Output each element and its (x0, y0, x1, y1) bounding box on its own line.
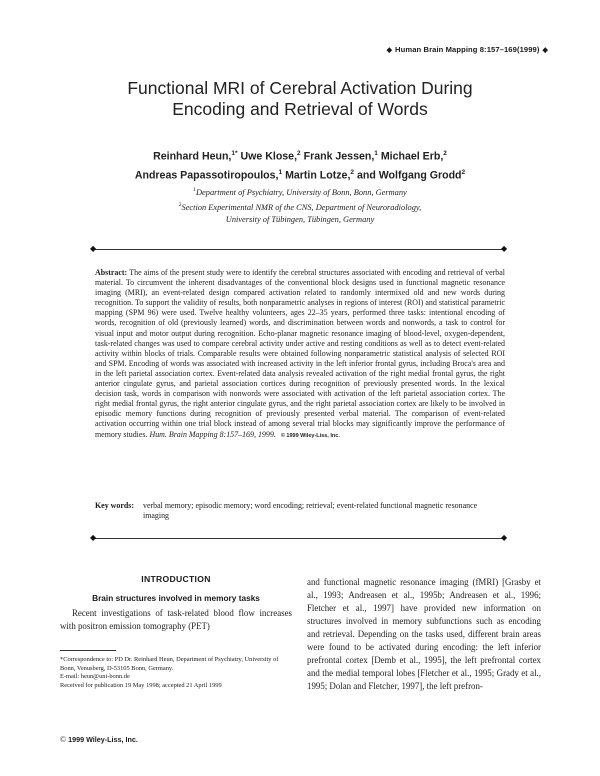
column-right (307, 576, 541, 693)
copyright-icon: © (60, 735, 67, 744)
author-affil-sup: 1* (231, 150, 238, 157)
diamond-icon: ◆ (542, 47, 548, 54)
keywords-text: verbal memory; episodic memory; word encoding; retrieval; event-related functional magnetic resonance imaging (143, 501, 478, 521)
author-affil-sup: 2 (350, 168, 355, 176)
diamond-icon: ◆ (501, 533, 508, 542)
footnote-correspondence: *Correspondence to: PD Dr. Reinhard Heun, Department of Psychiatry, University of Bonn, Venusberg, D-53105 Bonn, Germany. (60, 656, 279, 672)
footnote-received: Received for publication 19 May 1998; accepted 21 April 1999 (60, 681, 222, 689)
author: Michael Erb, (380, 150, 444, 163)
author: Andreas Papassotiropoulos, (134, 169, 279, 182)
footnote (60, 656, 292, 690)
abstract-body: The aims of the present study were to identify the cerebral structures associated with encoding and retrieval of verbal material. To circumvent the inherent disadvantages of the conventional block designs used in functional magnetic resonance imaging (MRI), an event-related design compared activation related to randomly intermixed old and new words during recognition. To support the validity of results, both nonparametric analyses in regions of interest (ROI) and statistical parametric mapping (SPM 96) were used. Twelve healthy volunteers, ages 22–35 years, performed three tasks: intentional encoding of words, recognition of old (previously learned) words, and discrimination between words and nonwords, a task to control for visual input and motor output during recognition. Echo-planar magnetic resonance imaging of blood-level, oxygen-dependent, task-related changes was used to compare cerebral activity under active and resting conditions as well as to detect event-related activity within blocks of trials. Comparable results were obtained following nonparametric statistical analysis of selected ROI and SPM. Encoding of words was associated with increased activity in the left inferior frontal gyrus, including Broca's area and in the left parietal association cortex. Event-related data analysis revealed activation of the right medial frontal gyrus, the right anterior cingulate gyrus, and parietal association cortices during recognition of previously presented words. In the lexical decision task, words in comparison with nonwords were associated with activation of the left parietal association cortex. The right medial frontal gyrus, the right anterior cingulate gyrus, and the right parietal association cortex are likely to be involved in episodic memory functions during recognition of previously presented verbal material. The comparison of event-related activation occurring within one trial block instead of among several trial blocks may significantly improve the performance of memory studies. (95, 268, 506, 439)
keywords (95, 501, 505, 521)
author-affil-sup: 2 (297, 150, 301, 157)
abstract (95, 268, 505, 441)
affiliation-2-line-1: Section Experimental NMR of the CNS, Department of Neuroradiology, (181, 202, 422, 212)
author: Reinhard Heun, (153, 150, 232, 163)
diamond-icon: ◆ (386, 47, 393, 54)
divider-top (95, 249, 505, 250)
section-heading: INTRODUCTION (141, 574, 211, 584)
diamond-icon: ◆ (90, 533, 97, 542)
affil-sup: 1 (193, 187, 196, 193)
paper-title (40, 78, 560, 120)
affiliation-2-line-2: University of Tübingen, Tübingen, Germany (225, 214, 375, 224)
abstract-copyright: © 1999 Wiley-Liss, Inc. (280, 432, 340, 439)
author: Frank Jessen, (303, 150, 375, 163)
author-list (40, 146, 560, 183)
affiliation-1: Department of Psychiatry, University of Bonn, Bonn, Germany (196, 187, 407, 197)
page-copyright (60, 735, 138, 744)
keywords-label: Key words: (95, 501, 135, 510)
title-line-2: Encoding and Retrieval of Words (172, 99, 428, 119)
abstract-citation: Hum. Brain Mapping 8:157–169, 1999. (149, 429, 276, 439)
body-paragraph: and functional magnetic resonance imaging (fMRI) [Grasby et al., 1993; Andreasen et al., 1995b; Andreasen et al., 1996; Fletcher et al., 1997] have provided new information on structures involved in memory subfunctions such as encoding and retrieval. Depending on the tasks used, different brain areas were found to be activated during encoding: the left inferior prefrontal cortex [Demb et al., 1995], the left prefrontal cortex and the medial temporal lobes [Fletcher et al., 1995; Grady et al., 1995; Dolan and Fletcher, 1997], the left prefron- (307, 577, 541, 692)
affiliations (60, 184, 540, 226)
diamond-icon: ◆ (501, 244, 508, 253)
author-affil-sup: 1 (278, 168, 283, 176)
author: Uwe Klose, (240, 150, 298, 163)
body-paragraph: Recent investigations of task-related blood flow increases with positron emission tomography (PET) (60, 608, 292, 632)
diamond-icon: ◆ (90, 244, 97, 253)
author: Martin Lotze, (285, 169, 351, 182)
title-line-1: Functional MRI of Cerebral Activation During (127, 78, 473, 98)
subsection-heading: Brain structures involved in memory tasks (92, 593, 260, 603)
affil-sup: 2 (178, 201, 182, 208)
author-affil-sup: 1 (374, 150, 378, 157)
author-affil-sup: 2 (443, 150, 447, 157)
author: and Wolfgang Grodd (356, 169, 462, 182)
footnote-rule (60, 650, 116, 651)
abstract-label: Abstract: (95, 268, 128, 277)
journal-ref-text: Human Brain Mapping 8:157–169(1999) (395, 45, 540, 54)
divider-bottom (95, 538, 505, 539)
column-left (60, 607, 292, 633)
author-affil-sup: 2 (461, 168, 466, 176)
footnote-email: E-mail: heun@uni-bonn.de (60, 673, 130, 681)
journal-reference (387, 45, 548, 54)
copyright-text: 1999 Wiley-Liss, Inc. (68, 735, 138, 744)
